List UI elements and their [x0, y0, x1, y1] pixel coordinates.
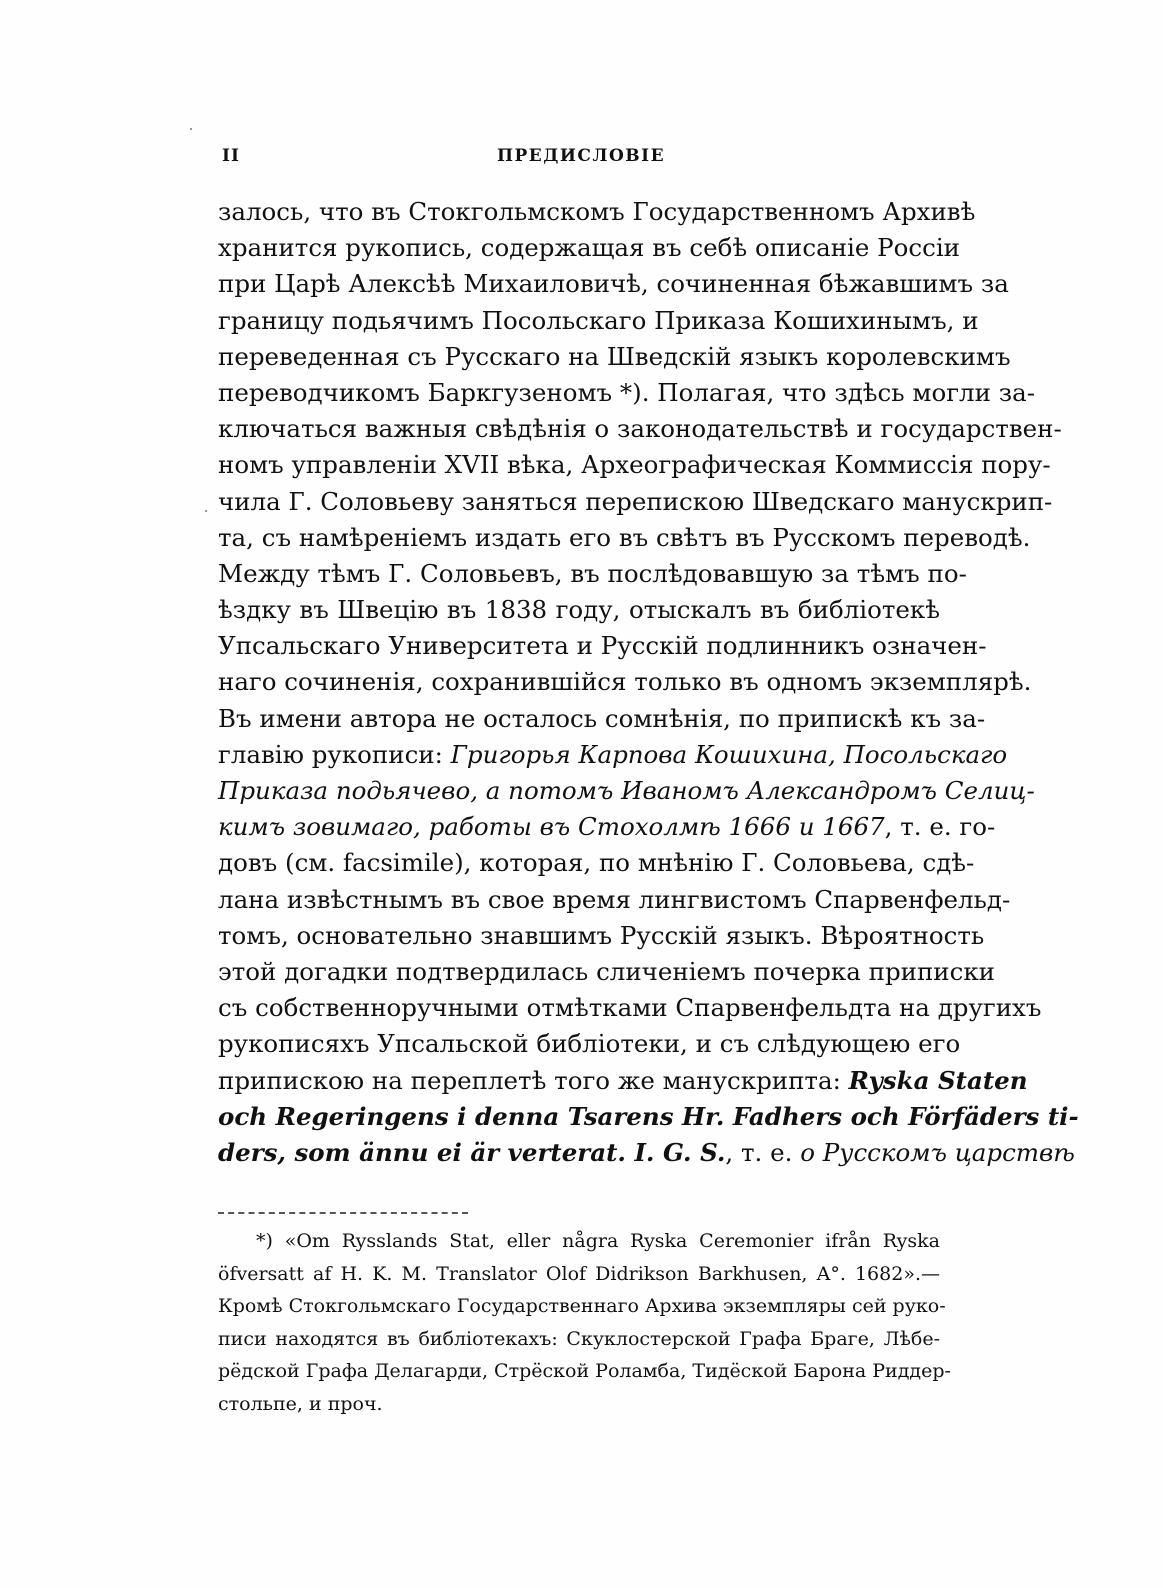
footnote-line: *) «Om Rysslands Stat, eller några Ryska Ceremonier ifrån Ryska — [256, 1230, 940, 1252]
emphasis-run: Приказа подьячево, а потомъ Иваномъ Александромъ Селиц- — [218, 776, 1035, 805]
text-line — [218, 1063, 1028, 1099]
footnote-line: рёдской Графа Делагарди, Стрёской Роламба, Тидёской Барона Риддер- — [218, 1360, 951, 1382]
footnote-line: стольпе, и проч. — [218, 1392, 383, 1415]
footnote-separator — [218, 1212, 468, 1214]
text-run: припискою на переплетѣ того же манускрипта: — [218, 1065, 849, 1095]
text-line — [218, 701, 986, 737]
text-run: Въ имени автора не осталось сомнѣнiя, по припискѣ къ за- — [218, 703, 986, 733]
footnote-line: öfversatt af H. K. M. Translator Olof Didrikson Barkhusen, A°. 1682».— — [218, 1262, 940, 1285]
emphasis-run: ders, som ännu ei är verterat. I. G. S. — [218, 1137, 726, 1167]
emphasis-run: och Regeringens i denna Tsarens Hr. Fadhers och Förfäders ti- — [218, 1101, 1079, 1131]
text-line — [218, 664, 1032, 700]
scan-speck — [190, 128, 192, 130]
text-run: ѣздку въ Швецiю въ 1838 году, отыскалъ въ библiотекѣ — [218, 595, 940, 625]
text-line — [218, 1135, 1075, 1171]
text-line — [218, 194, 976, 230]
page-header — [222, 146, 940, 176]
text-run: чила Г. Соловьеву заняться перепискою Шведскаго манускрип- — [218, 486, 1053, 516]
scan-speck — [205, 510, 207, 512]
text-line — [218, 954, 996, 990]
text-run: границу подьячимъ Посольскаго Приказа Кошихинымъ, и — [218, 305, 979, 335]
text-line — [218, 484, 1053, 520]
text-run: , т. е. го- — [884, 812, 996, 842]
text-line — [218, 990, 1042, 1026]
text-line — [218, 628, 987, 664]
text-run: этой догадки подтвердилась сличенiемъ почерка приписки — [218, 956, 996, 986]
text-run: рукописяхъ Упсальской библiотеки, и съ слѣдующею его — [218, 1029, 961, 1059]
emphasis-run: кимъ зовимаго, работы въ Стохолмѣ 1666 и 1667 — [218, 812, 885, 842]
text-line — [218, 230, 960, 266]
running-title: ПРЕДИСЛОВIЕ — [496, 146, 666, 166]
text-run: та, съ намѣренiемъ издать его въ свѣтъ въ Русскомъ переводѣ. — [218, 522, 1031, 552]
text-run: лана извѣстнымъ въ свое время лингвистомъ Спарвенфельд- — [218, 884, 1011, 914]
text-run: довъ (см. facsimile), которая, по мнѣнiю Г. Соловьева, сдѣ- — [218, 848, 975, 878]
text-line — [218, 737, 1008, 773]
text-line — [218, 592, 940, 628]
text-line — [218, 773, 1035, 809]
emphasis-run: о Русскомъ царствѣ — [800, 1137, 1075, 1167]
text-line — [218, 411, 1062, 447]
emphasis-run: Григорья Карпова Кошихина, Посольскаго — [450, 739, 1008, 769]
text-run: Между тѣмъ Г. Соловьевъ, въ послѣдовавшую за тѣмъ по- — [218, 558, 967, 588]
text-run: Упсальскаго Университета и Русскiй подлинникъ означен- — [218, 631, 987, 661]
text-line — [218, 845, 975, 881]
text-run: при Царѣ Алексѣѣ Михаиловичѣ, сочиненная бѣжавшимъ за — [218, 269, 1009, 299]
footnote-line: писи находятся въ библiотекахъ: Скуклостерской Графа Браге, Лѣбе- — [218, 1327, 940, 1350]
text-line — [218, 1099, 1079, 1135]
text-run: переведенная съ Русскаго на Шведскiй языкъ королевскимъ — [218, 341, 1011, 371]
text-line — [218, 882, 1011, 918]
text-line — [218, 375, 1035, 411]
text-run: переводчикомъ Баркгузеномъ *). Полагая, что здѣсь могли за- — [218, 377, 1035, 407]
text-run: наго сочиненiя, сохранившiйся только въ одномъ экземплярѣ. — [218, 667, 1032, 697]
page-number: II — [222, 146, 240, 166]
footnote — [218, 1225, 951, 1420]
text-run: главiю рукописи: — [218, 739, 451, 769]
text-run: , т. е. — [725, 1137, 801, 1167]
text-run: съ собственноручными отмѣтками Спарвенфельдта на другихъ — [218, 993, 1042, 1023]
text-line — [218, 266, 1009, 302]
text-line — [218, 303, 979, 339]
text-run: номъ управленiи XVII вѣка, Археографическая Коммиссiя пору- — [218, 450, 1051, 480]
footnote-line: Кромѣ Стокгольмскаго Государственнаго Архива экземпляры сей руко- — [218, 1295, 946, 1317]
text-run: залось, что въ Стокгольмскомъ Государственномъ Архивѣ — [218, 197, 976, 226]
text-line — [218, 1026, 961, 1062]
text-line — [218, 447, 1051, 483]
text-line — [218, 918, 985, 954]
main-text — [218, 194, 1079, 1171]
text-line — [218, 339, 1011, 375]
text-run: ключаться важныя свѣдѣнiя о законодательствѣ и государствен- — [218, 414, 1062, 444]
text-line — [218, 809, 996, 845]
text-run: хранится рукопись, содержащая въ себѣ описанiе Россiи — [218, 233, 960, 263]
text-line — [218, 520, 1031, 556]
text-run: томъ, основательно знавшимъ Русскiй языкъ. Вѣроятность — [218, 920, 985, 950]
emphasis-run: Ryska Staten — [848, 1065, 1028, 1095]
text-line — [218, 556, 967, 592]
